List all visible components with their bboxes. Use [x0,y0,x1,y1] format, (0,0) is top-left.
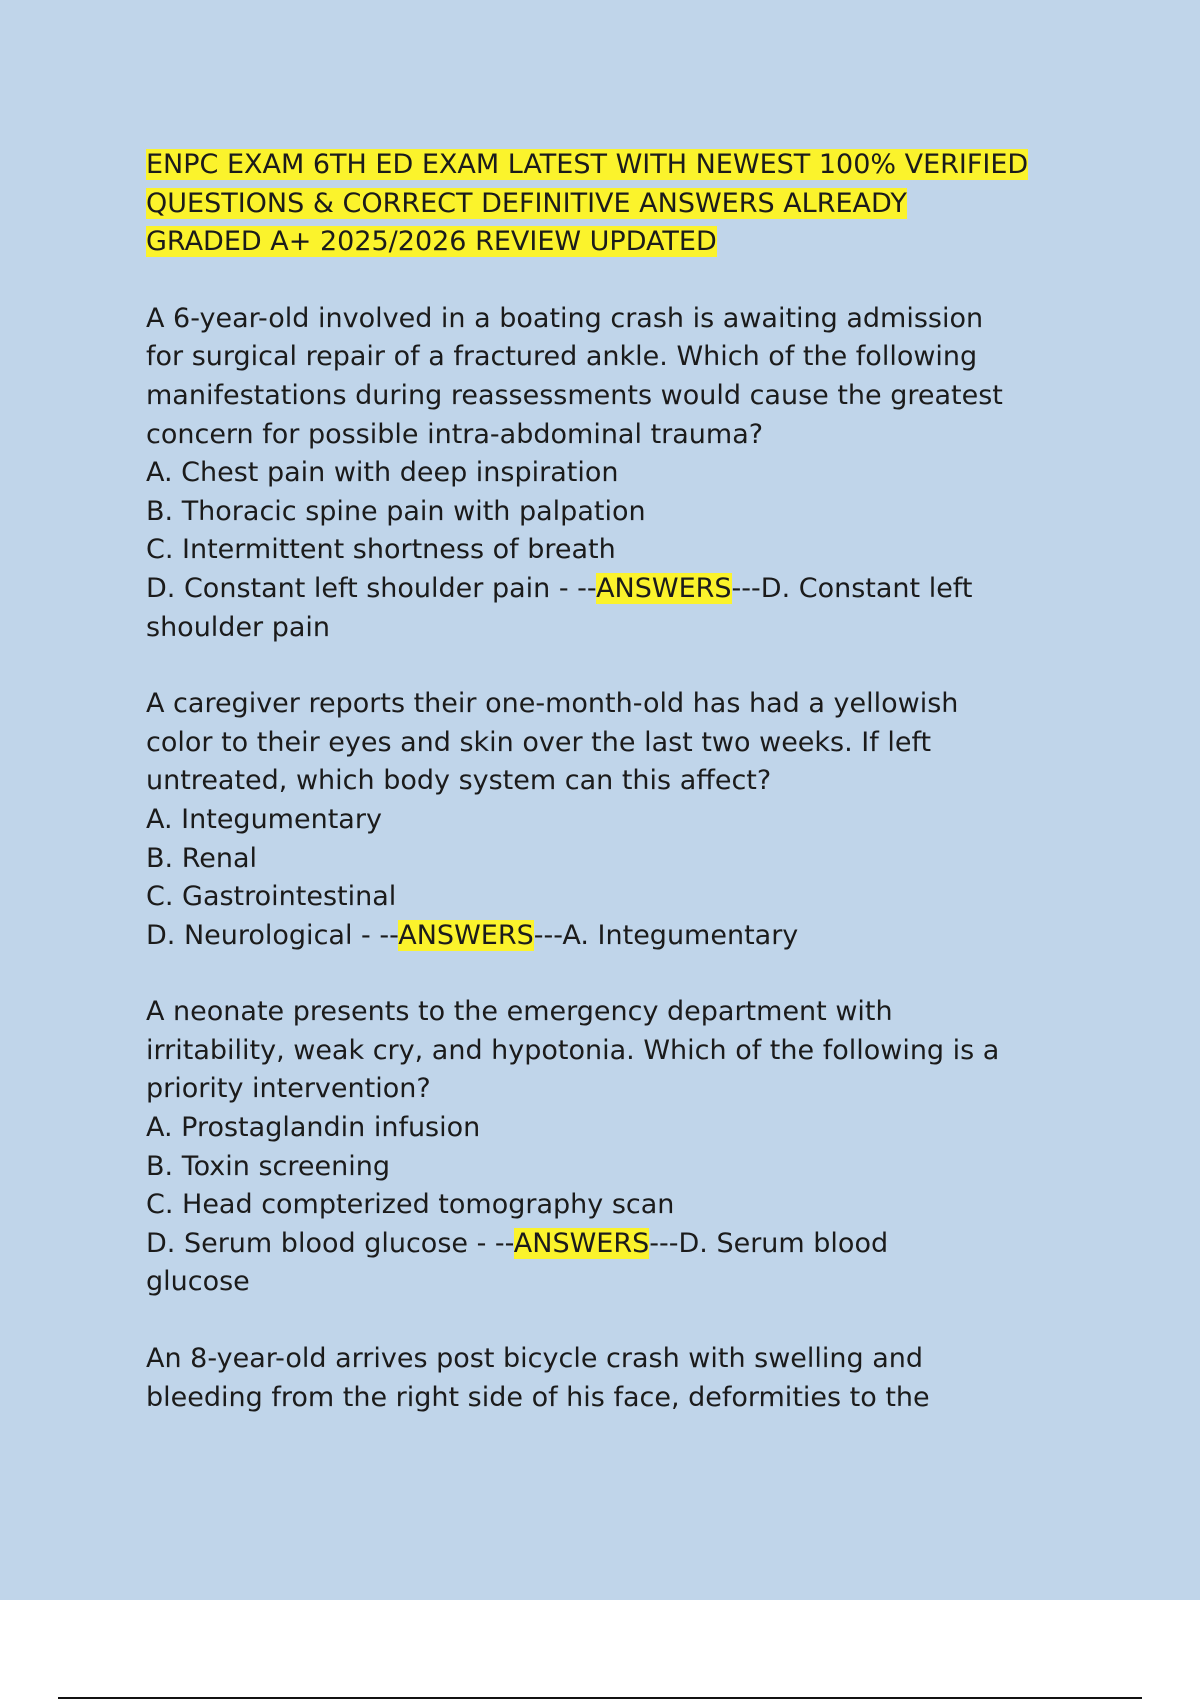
question-4 [146,1340,1096,1417]
question-stem-line: An 8-year-old arrives post bicycle crash with swelling and [146,1343,924,1375]
answers-label: ANSWERS [398,919,534,951]
option-c: C. Gastrointestinal [146,881,397,913]
question-stem-line: manifestations during reassessments would cause the greatest [146,379,1003,411]
question-stem-line: color to their eyes and skin over the last two weeks. If left [146,726,932,758]
option-d: D. Neurological - -- [146,919,399,951]
option-d: D. Constant left shoulder pain - -- [146,572,597,604]
option-b: B. Toxin screening [146,1150,390,1182]
answer-continuation: shoulder pain [146,611,331,643]
document-body [146,146,1096,1417]
question-stem-line: concern for possible intra-abdominal trauma? [146,418,764,450]
question-stem-line: priority intervention? [146,1073,431,1105]
answer-text: ---D. Serum blood [649,1227,889,1259]
option-a: A. Integumentary [146,803,382,835]
option-b: B. Thoracic spine pain with palpation [146,495,646,527]
answer-text: ---D. Constant left [731,572,973,604]
question-stem-line: A caregiver reports their one-month-old has had a yellowish [146,688,959,720]
answer-continuation: glucose [146,1266,250,1298]
question-1 [146,300,1096,647]
answer-text: ---A. Integumentary [533,919,799,951]
question-stem-line: bleeding from the right side of his face, deformities to the [146,1381,930,1413]
question-3 [146,993,1096,1302]
option-d: D. Serum blood glucose - -- [146,1227,514,1259]
page-bottom-rule [58,1697,1142,1699]
answers-label: ANSWERS [596,572,732,604]
document-title [146,146,1096,262]
question-stem-line: A 6-year-old involved in a boating crash is awaiting admission [146,302,984,334]
option-c: C. Intermittent shortness of breath [146,534,616,566]
option-c: C. Head compterized tomography scan [146,1189,675,1221]
option-a: A. Prostaglandin infusion [146,1112,481,1144]
option-d-with-answer [146,917,1096,956]
question-stem-line: A neonate presents to the emergency department with [146,996,893,1028]
question-2 [146,685,1096,955]
question-stem-line: for surgical repair of a fractured ankle. Which of the following [146,341,978,373]
option-b: B. Renal [146,842,258,874]
option-d-with-answer [146,570,1096,609]
title-line-3: GRADED A+ 2025/2026 REVIEW UPDATED [146,226,717,258]
answers-label: ANSWERS [513,1227,650,1259]
title-line-2: QUESTIONS & CORRECT DEFINITIVE ANSWERS ALREADY [146,187,907,219]
option-a: A. Chest pain with deep inspiration [146,457,619,489]
option-d-with-answer [146,1225,1096,1264]
question-stem-line: untreated, which body system can this affect? [146,765,772,797]
question-stem-line: irritability, weak cry, and hypotonia. Which of the following is a [146,1034,1000,1066]
title-line-1: ENPC EXAM 6TH ED EXAM LATEST WITH NEWEST 100% VERIFIED [146,149,1029,180]
